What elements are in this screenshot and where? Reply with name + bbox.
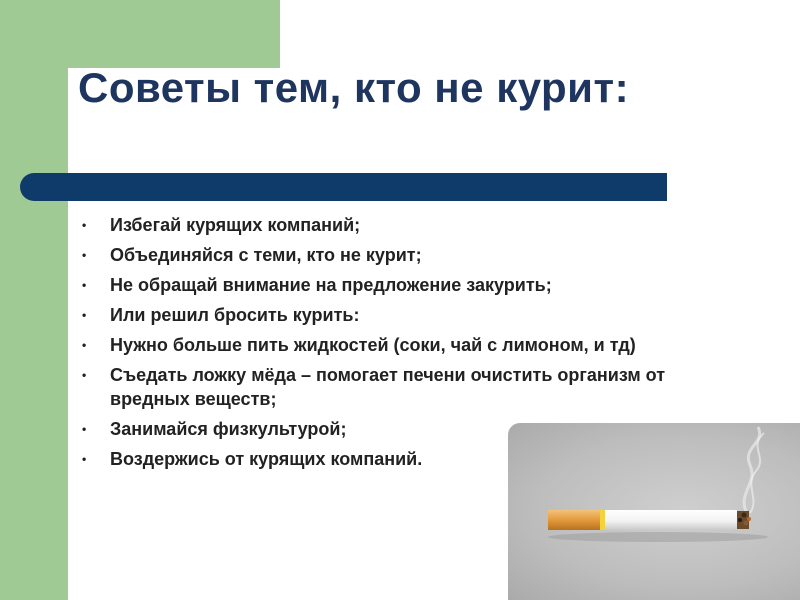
bullet-dot: • xyxy=(82,368,87,382)
bullet-item xyxy=(82,333,742,357)
cigarette-icon xyxy=(508,423,800,600)
bullet-dot: • xyxy=(82,308,87,322)
slide-title: Советы тем, кто не курит: xyxy=(78,64,630,111)
bullet-text: Не обращай внимание на предложение закурить; xyxy=(110,275,552,295)
title-underline-bar xyxy=(20,173,667,201)
bullet-dot: • xyxy=(82,452,87,466)
bullet-dot: • xyxy=(82,248,87,262)
bullet-text: Воздержись от курящих компаний. xyxy=(110,449,423,469)
bullet-text: Объединяйся с теми, кто не курит; xyxy=(110,245,422,265)
bullet-item xyxy=(82,363,742,411)
bullet-item xyxy=(82,213,742,237)
bullet-text: Избегай курящих компаний; xyxy=(110,215,361,235)
bullet-item xyxy=(82,243,742,267)
bullet-text: Съедать ложку мёда – помогает печени очистить организм от вредных веществ; xyxy=(110,365,666,409)
bullet-item xyxy=(82,273,742,297)
bullet-dot: • xyxy=(82,338,87,352)
bullet-text: Нужно больше пить жидкостей (соки, чай с лимоном, и тд) xyxy=(110,335,636,355)
bullet-dot: • xyxy=(82,422,87,436)
bullet-dot: • xyxy=(82,278,87,292)
bullet-item xyxy=(82,303,742,327)
cigarette-photo xyxy=(508,423,800,600)
bullet-text: Или решил бросить курить: xyxy=(110,305,360,325)
bullet-dot: • xyxy=(82,218,87,232)
bullet-text: Занимайся физкультурой; xyxy=(110,419,347,439)
